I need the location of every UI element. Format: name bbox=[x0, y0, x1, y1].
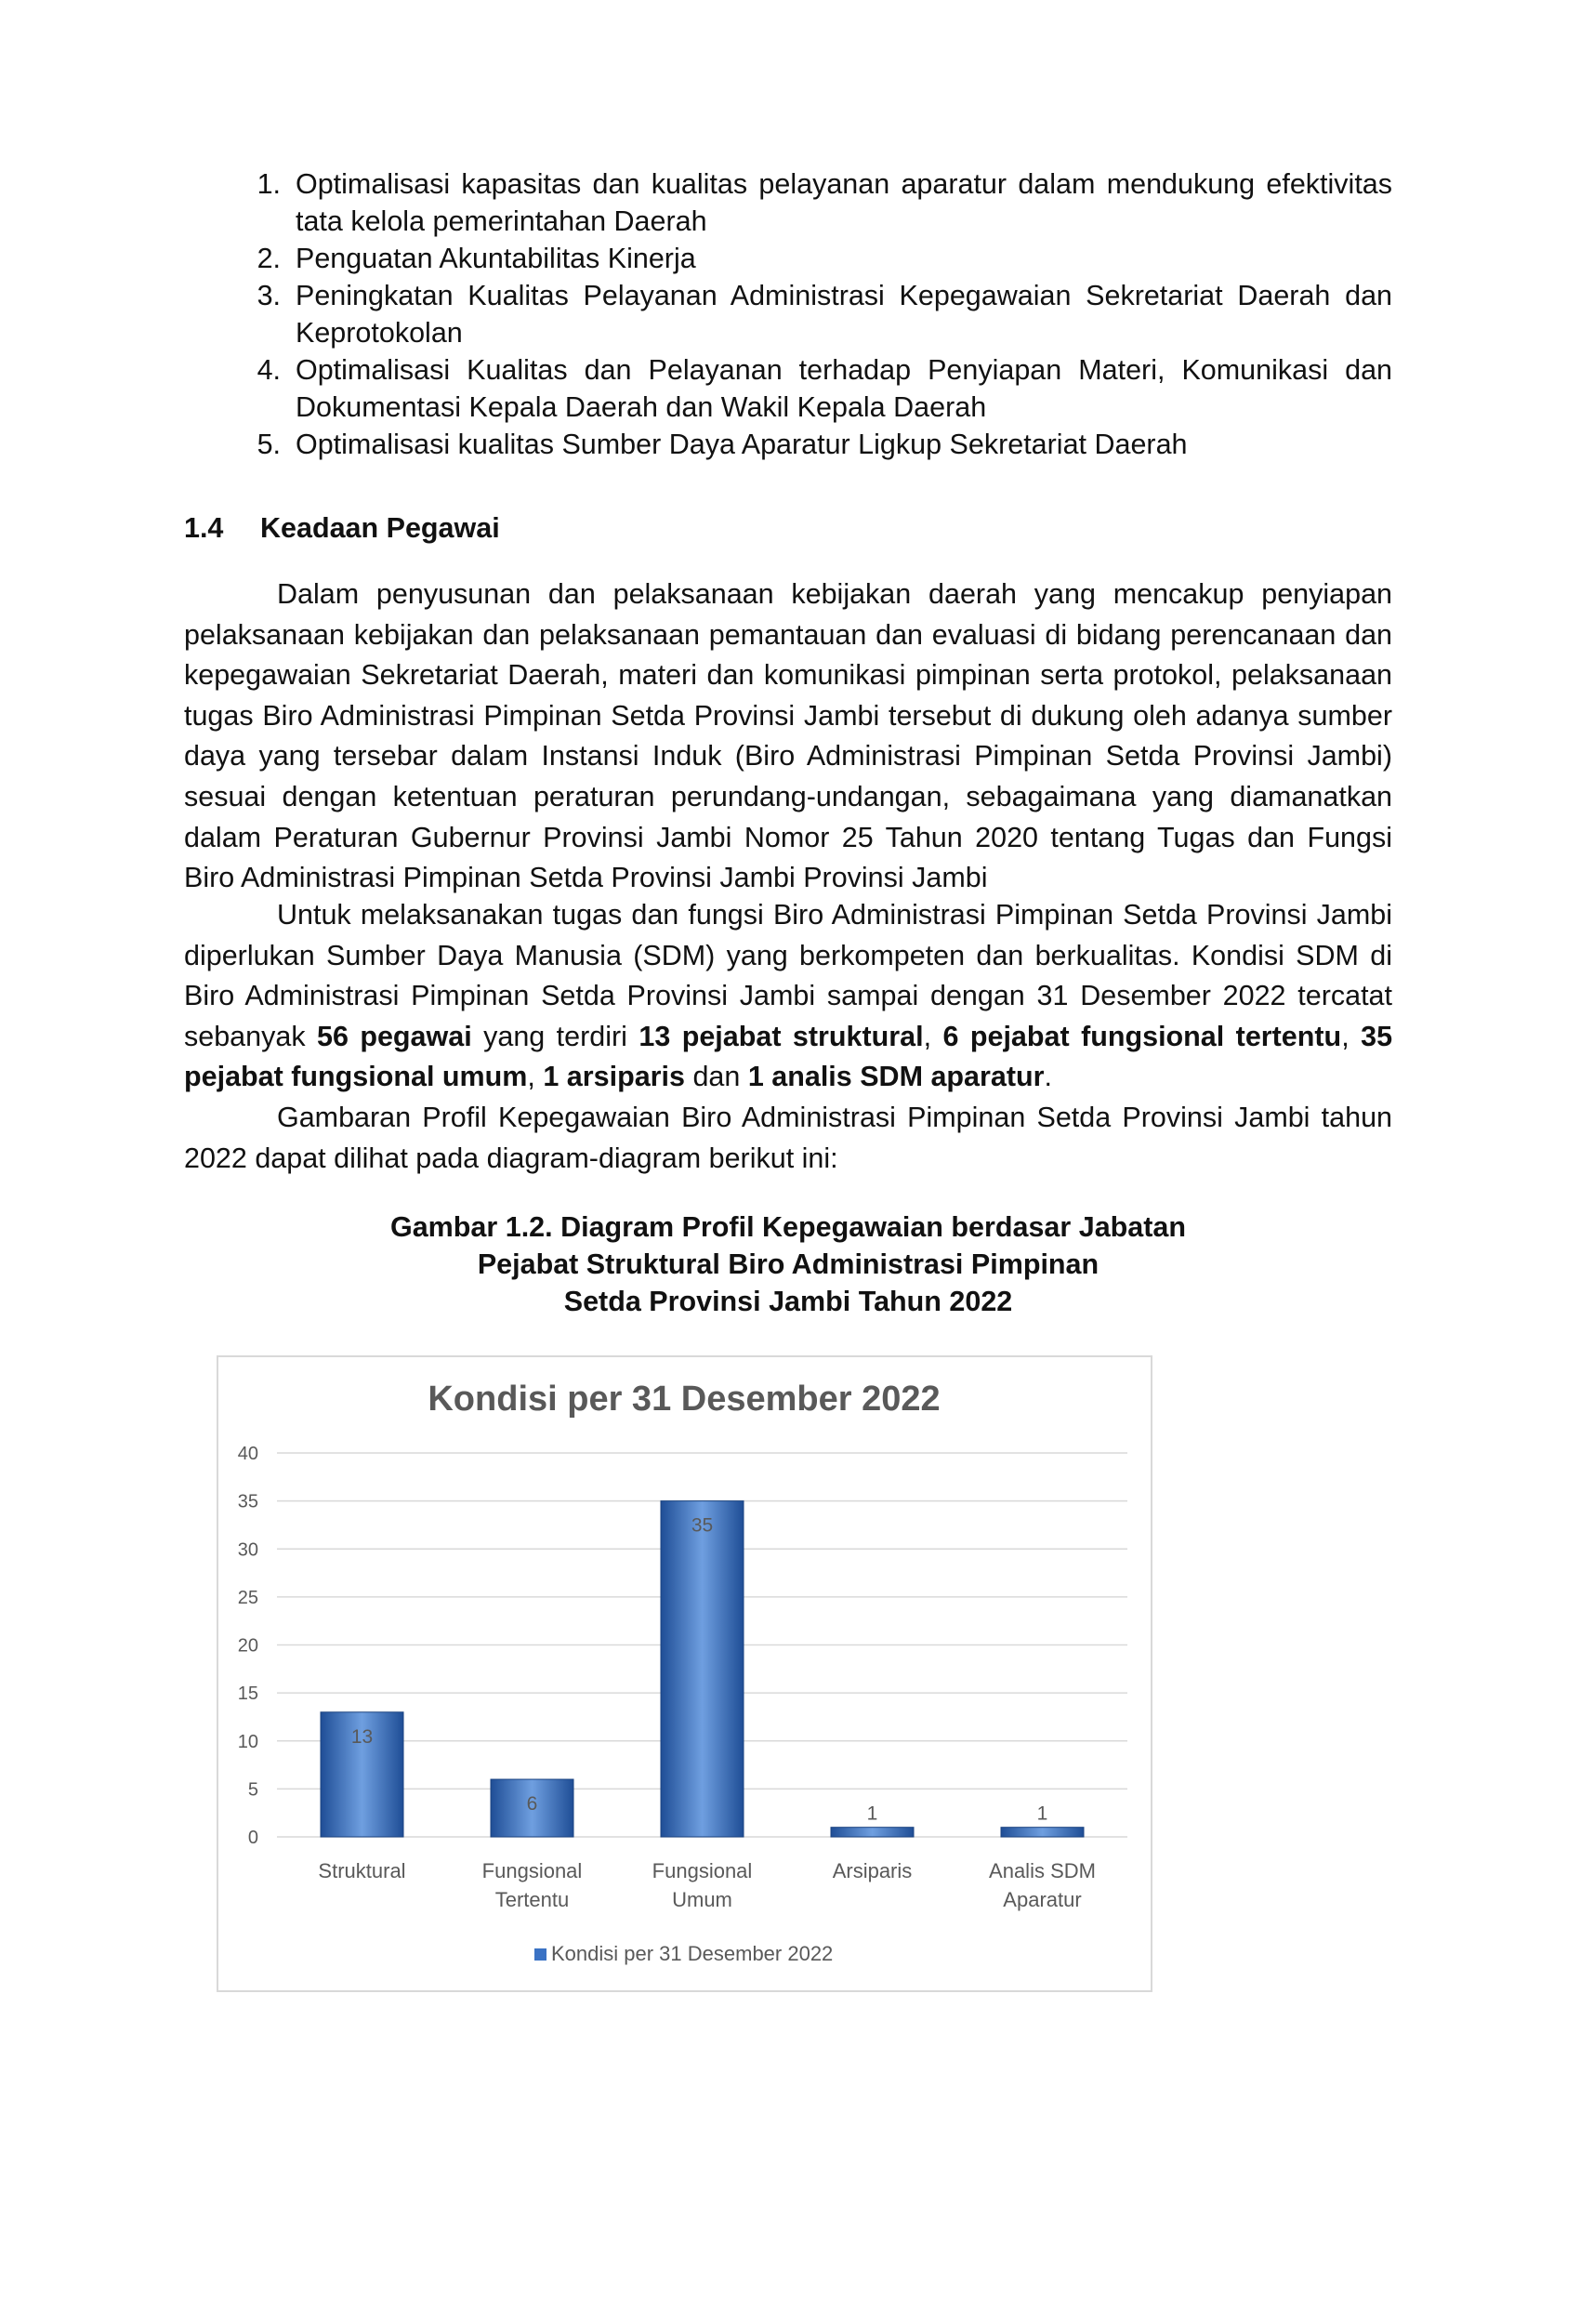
paragraph-2 bbox=[184, 895, 1392, 1098]
data-label: 1 bbox=[1036, 1802, 1048, 1825]
y-tick-label: 20 bbox=[237, 1635, 258, 1657]
p2-functional-general: 35 pejabat fungsional umum bbox=[184, 1020, 1393, 1093]
goal-text: Optimalisasi kualitas Sumber Daya Aparatur Ligkup Sekretariat Daerah bbox=[296, 429, 1188, 460]
y-tick-label: 40 bbox=[237, 1444, 258, 1464]
x-tick-label: Tertentu bbox=[494, 1888, 570, 1911]
paragraph-3: Gambaran Profil Kepegawaian Biro Administrasi Pimpinan Setda Provinsi Jambi tahun 2022 dapat dilihat pada diagram-diagram berikut ini: bbox=[184, 1102, 1392, 1174]
goal-text: Penguatan Akuntabilitas Kinerja bbox=[296, 243, 696, 274]
y-tick-label: 25 bbox=[237, 1587, 258, 1608]
section-title: Keadaan Pegawai bbox=[260, 512, 500, 544]
p2-text-5: , bbox=[527, 1061, 544, 1093]
goal-number: 5. bbox=[257, 429, 281, 460]
bar bbox=[831, 1828, 914, 1837]
goal-text: Optimalisasi kapasitas dan kualitas pelayanan aparatur dalam mendukung efektivitas tata kelola pemerintahan Daerah bbox=[296, 168, 1392, 237]
x-tick-label: Arsiparis bbox=[832, 1859, 913, 1882]
caption-line-1: Gambar 1.2. Diagram Profil Kepegawaian berdasar Jabatan bbox=[389, 1211, 1187, 1243]
p2-total-employees: 56 pegawai bbox=[316, 1020, 472, 1052]
data-label: 35 bbox=[691, 1514, 714, 1537]
p2-text-7: . bbox=[1044, 1061, 1052, 1093]
chart-canvas bbox=[218, 1357, 1151, 1990]
caption-line-2: Pejabat Struktural Biro Administrasi Pimpinan bbox=[477, 1248, 1099, 1280]
chart-title: Kondisi per 31 Desember 2022 bbox=[428, 1380, 941, 1419]
y-tick-label: 5 bbox=[247, 1779, 258, 1801]
p2-text-4: , bbox=[1341, 1020, 1362, 1052]
caption-line-3: Setda Provinsi Jambi Tahun 2022 bbox=[563, 1286, 1013, 1317]
goal-item bbox=[244, 240, 1392, 277]
goal-item bbox=[244, 426, 1392, 463]
data-label: 13 bbox=[350, 1725, 374, 1748]
p2-text-3: , bbox=[923, 1020, 943, 1052]
legend-swatch bbox=[534, 1948, 546, 1961]
x-tick-label: Analis SDM bbox=[989, 1859, 1096, 1882]
bar bbox=[1001, 1828, 1084, 1837]
goal-item bbox=[244, 165, 1392, 240]
p2-archivist: 1 arsiparis bbox=[543, 1061, 685, 1093]
section-heading bbox=[184, 509, 500, 547]
goal-number: 1. bbox=[257, 168, 281, 200]
bar-chart bbox=[217, 1355, 1152, 1992]
goal-number: 2. bbox=[257, 243, 281, 274]
p2-functional-specific: 6 pejabat fungsional tertentu bbox=[942, 1020, 1342, 1052]
p2-text-1: Untuk melaksanakan tugas dan fungsi Biro Administrasi Pimpinan Setda Provinsi Jambi diperlukan Sumber Daya Manusia (SDM) yang berkompeten dan berkualitas. Kondisi SDM di Biro Administrasi Pimpinan Setda Provinsi Jambi sampai dengan 31 Desember 2022 tercatat sebanyak bbox=[184, 899, 1392, 1052]
goal-number: 3. bbox=[257, 280, 281, 311]
section-number: 1.4 bbox=[184, 512, 224, 544]
goal-item bbox=[244, 277, 1392, 351]
y-tick-label: 0 bbox=[247, 1828, 258, 1848]
goal-number: 4. bbox=[257, 354, 281, 386]
x-tick-label: Umum bbox=[672, 1888, 732, 1911]
paragraph-1: Dalam penyusunan dan pelaksanaan kebijakan daerah yang mencakup penyiapan pelaksanaan kebijakan dan pelaksanaan pemantauan dan evaluasi di bidang perencanaan dan kepegawaian Sekretariat Daerah, materi dan komunikasi pimpinan serta protokol, pelaksanaan tugas Biro Administrasi Pimpinan Setda Provinsi Jambi tersebut di dukung oleh adanya sumber daya yang tersebar dalam Instansi Induk (Biro Administrasi Pimpinan Setda Provinsi Jambi) sesuai dengan ketentuan peraturan perundang-undangan, sebagaimana yang diamanatkan dalam Peraturan Gubernur Provinsi Jambi Nomor 25 Tahun 2020 tentang Tugas dan Fungsi Biro Administrasi Pimpinan Setda Provinsi Jambi Provinsi Jambi bbox=[184, 578, 1392, 894]
x-tick-label: Fungsional bbox=[652, 1859, 753, 1882]
p2-structural: 13 pejabat struktural bbox=[639, 1020, 924, 1052]
p2-text-6: dan bbox=[684, 1061, 748, 1093]
goal-text: Optimalisasi Kualitas dan Pelayanan terhadap Penyiapan Materi, Komunikasi dan Dokumentasi Kepala Daerah dan Wakil Kepala Daerah bbox=[296, 354, 1392, 423]
p2-text-2: yang terdiri bbox=[471, 1020, 639, 1052]
y-tick-label: 35 bbox=[237, 1491, 258, 1512]
y-tick-label: 30 bbox=[237, 1539, 258, 1561]
p2-hr-analyst: 1 analis SDM aparatur bbox=[747, 1061, 1045, 1093]
x-tick-label: Aparatur bbox=[1003, 1888, 1082, 1911]
data-label: 1 bbox=[866, 1802, 878, 1825]
bar bbox=[661, 1501, 744, 1837]
data-label: 6 bbox=[526, 1793, 538, 1816]
x-tick-label: Struktural bbox=[318, 1859, 406, 1882]
goal-item bbox=[244, 351, 1392, 426]
legend-label: Kondisi per 31 Desember 2022 bbox=[551, 1942, 834, 1965]
x-tick-label: Fungsional bbox=[481, 1859, 583, 1882]
y-tick-label: 15 bbox=[237, 1684, 258, 1705]
figure-caption bbox=[184, 1208, 1392, 1320]
y-tick-label: 10 bbox=[237, 1731, 258, 1752]
goal-text: Peningkatan Kualitas Pelayanan Administrasi Kepegawaian Sekretariat Daerah dan Keprotokolan bbox=[296, 280, 1392, 349]
goals-list bbox=[244, 165, 1392, 463]
